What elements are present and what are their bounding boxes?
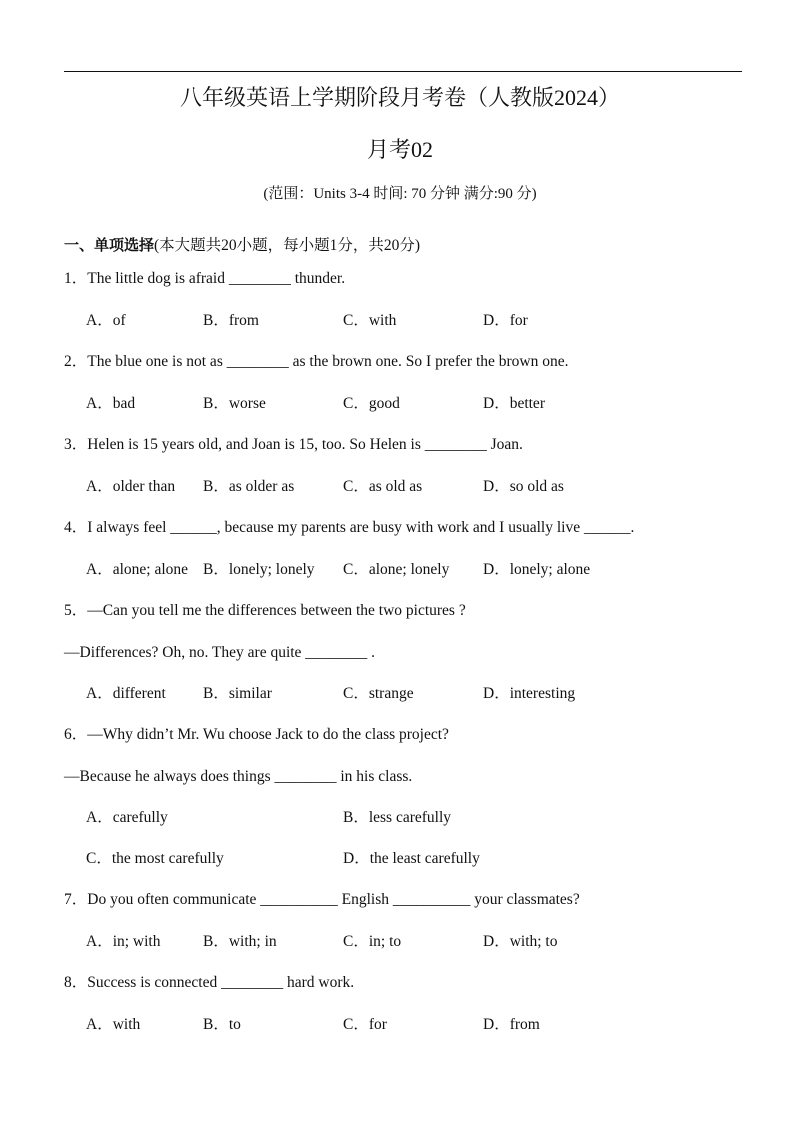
question-8-option-d[interactable]: D．from — [483, 1016, 540, 1033]
question-8-option-b[interactable]: B．to — [203, 1016, 241, 1033]
exam-subtitle: 月考02 — [366, 137, 433, 162]
section-title: 一、单项选择 — [64, 236, 155, 254]
question-5-stem: 5．—Can you tell me the differences between the two pictures ? — [64, 602, 466, 619]
question-2-stem: 2．The blue one is not as ________ as the brown one. So I prefer the brown one. — [64, 353, 569, 370]
question-4-option-a[interactable]: A．alone; alone — [86, 561, 189, 578]
question-2-option-d[interactable]: D．better — [483, 395, 545, 412]
question-1-option-b[interactable]: B．from — [203, 312, 259, 329]
question-1-option-d[interactable]: D．for — [483, 312, 528, 329]
question-2-option-a[interactable]: A．bad — [86, 395, 136, 412]
question-4-option-c[interactable]: C．alone; lonely — [343, 561, 450, 578]
question-8-option-c[interactable]: C．for — [343, 1016, 387, 1033]
question-7-option-b[interactable]: B．with; in — [203, 933, 277, 950]
top-rule — [64, 71, 742, 72]
question-6-option-d[interactable]: D．the least carefully — [343, 850, 480, 867]
question-2-option-b[interactable]: B．worse — [203, 395, 266, 412]
question-8-stem: 8．Success is connected ________ hard work. — [64, 974, 355, 991]
question-7-option-d[interactable]: D．with; to — [483, 933, 558, 950]
question-6-option-c[interactable]: C．the most carefully — [86, 850, 224, 867]
question-3-option-d[interactable]: D．so old as — [483, 478, 564, 495]
question-5-stem-reply: —Differences? Oh, no. They are quite ________ . — [64, 644, 376, 661]
question-1-option-a[interactable]: A．of — [86, 312, 126, 329]
question-4-option-d[interactable]: D．lonely; alone — [483, 561, 591, 578]
exam-title: 八年级英语上学期阶段月考卷（人教版2024） — [179, 85, 620, 110]
question-4-stem: 4．I always feel ______, because my parents are busy with work and I usually live ______. — [64, 519, 635, 536]
question-1-stem: 1．The little dog is afraid ________ thunder. — [64, 270, 346, 287]
question-7-option-c[interactable]: C．in; to — [343, 933, 402, 950]
question-6-stem-reply: —Because he always does things ________ in his class. — [64, 768, 413, 785]
exam-scope: (范围：Units 3-4 时间: 70 分钟 满分:90 分) — [263, 186, 537, 202]
section-note: (本大题共20小题，每小题1分，共20分) — [154, 237, 421, 254]
question-1-option-c[interactable]: C．with — [343, 312, 397, 329]
question-4-option-b[interactable]: B．lonely; lonely — [203, 561, 315, 578]
question-5-option-b[interactable]: B．similar — [203, 685, 272, 702]
question-8-option-a[interactable]: A．with — [86, 1016, 141, 1033]
section-heading — [64, 234, 420, 257]
question-6-stem: 6．—Why didn’t Mr. Wu choose Jack to do the class project? — [64, 726, 449, 743]
question-2-option-c[interactable]: C．good — [343, 395, 400, 412]
question-3-option-b[interactable]: B．as older as — [203, 478, 295, 495]
question-7-stem: 7．Do you often communicate __________ English __________ your classmates? — [64, 891, 580, 908]
question-3-option-c[interactable]: C．as old as — [343, 478, 423, 495]
question-3-stem: 3．Helen is 15 years old, and Joan is 15, too. So Helen is ________ Joan. — [64, 436, 523, 453]
question-6-option-a[interactable]: A．carefully — [86, 809, 168, 826]
question-5-option-c[interactable]: C．strange — [343, 685, 414, 702]
question-6-option-b[interactable]: B．less carefully — [343, 809, 452, 826]
question-5-option-d[interactable]: D．interesting — [483, 685, 576, 702]
question-3-option-a[interactable]: A．older than — [86, 478, 176, 495]
question-5-option-a[interactable]: A．different — [86, 685, 166, 702]
question-7-option-a[interactable]: A．in; with — [86, 933, 161, 950]
